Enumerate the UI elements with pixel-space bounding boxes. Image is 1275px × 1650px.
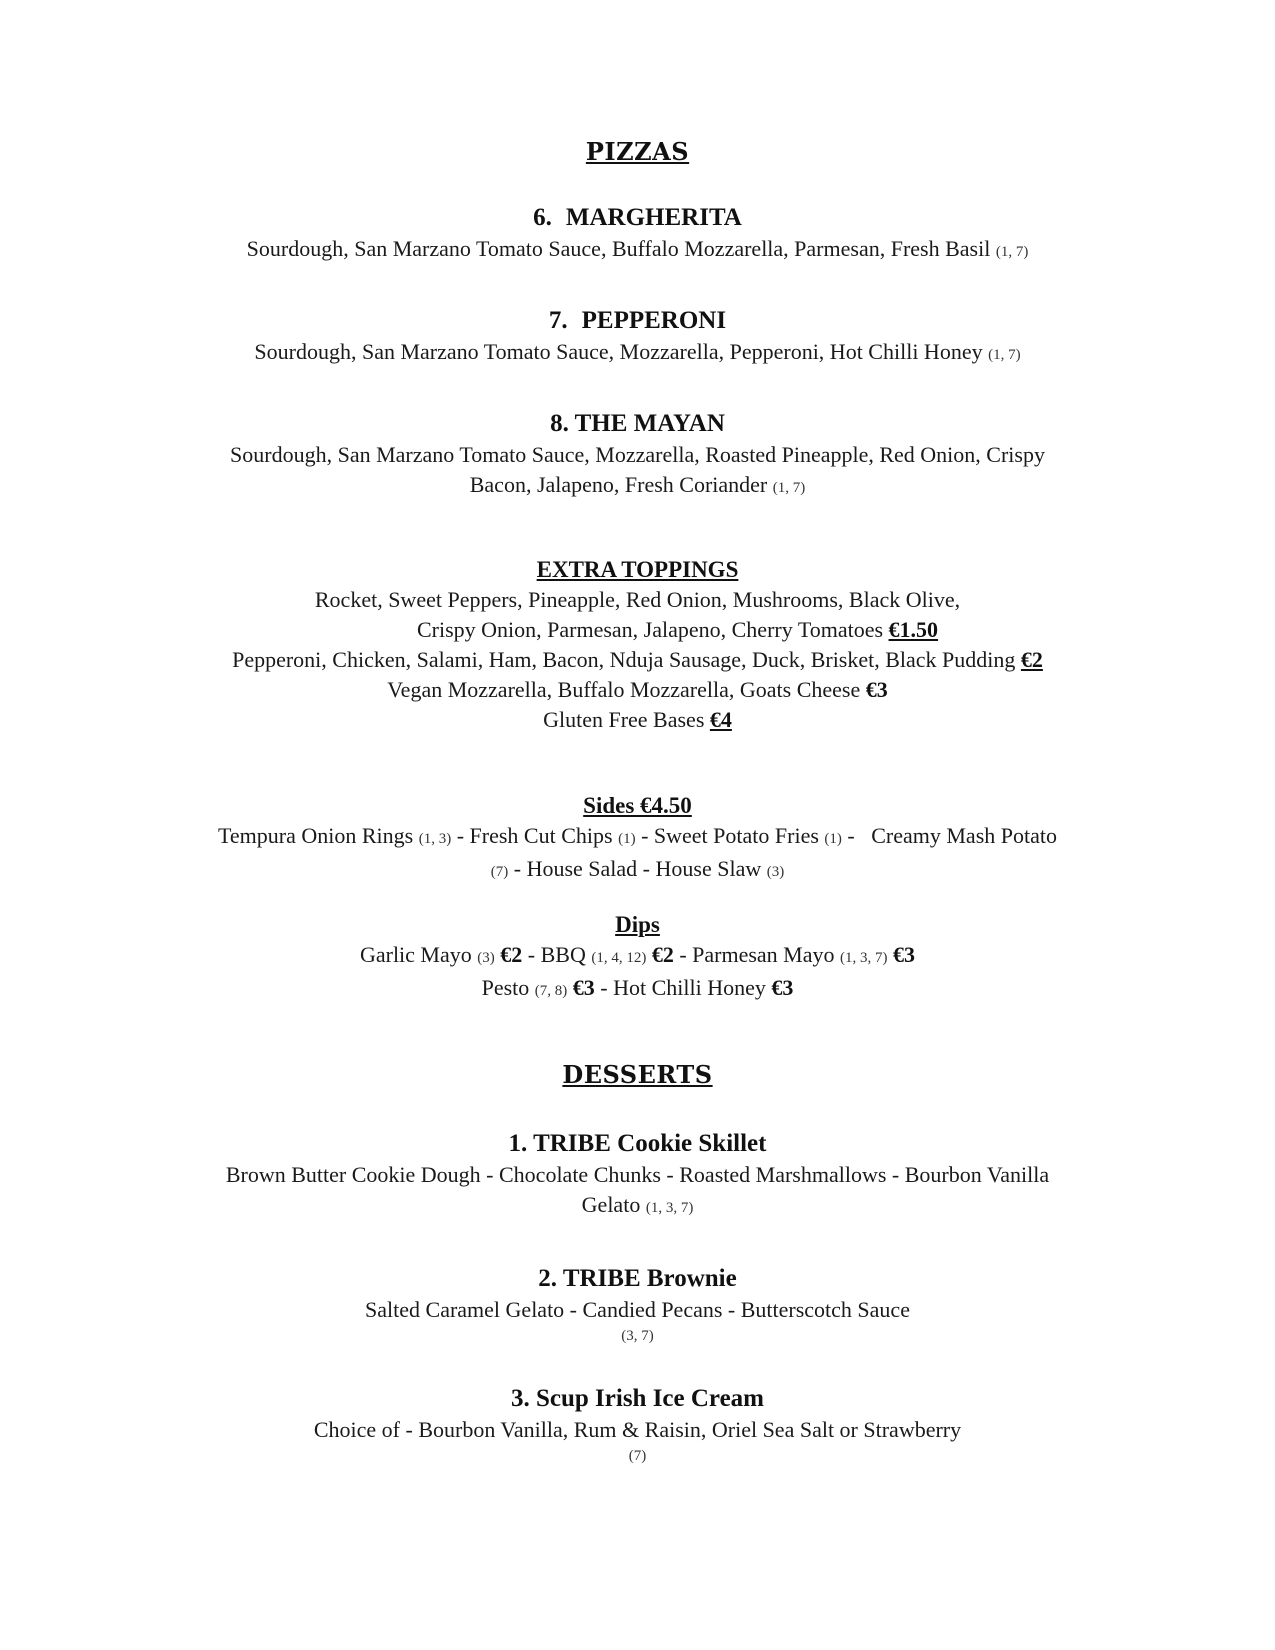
dessert-item-ice-cream xyxy=(0,1383,1275,1467)
allergen-codes: (1) xyxy=(824,831,842,847)
dessert-title: 3. Scup Irish Ice Cream xyxy=(510,1385,764,1412)
toppings-line-1: Rocket, Sweet Peppers, Pineapple, Red Onion, Mushrooms, Black Olive, xyxy=(314,587,961,612)
allergen-codes: (7, 8) xyxy=(534,983,568,999)
pizzas-section-header xyxy=(0,136,1275,168)
allergen-codes: (7) xyxy=(628,1448,647,1464)
allergen-codes: (1, 3) xyxy=(418,831,452,847)
toppings-line-3 xyxy=(0,645,1275,675)
dips-title: Dips xyxy=(615,912,660,937)
pizza-number: 7. xyxy=(548,307,568,334)
toppings-line-2 xyxy=(0,615,1275,645)
dessert-description-line1: Brown Butter Cookie Dough - Chocolate Chunks - Roasted Marshmallows - Bourbon Vanilla xyxy=(225,1162,1050,1187)
side-text: - House Salad - House Slaw xyxy=(513,856,762,881)
allergen-codes: (1, 7) xyxy=(772,480,806,496)
sides-title: Sides €4.50 xyxy=(583,793,692,818)
toppings-text: Gluten Free Bases xyxy=(543,707,705,732)
allergen-codes: (3) xyxy=(766,864,785,880)
toppings-text: Pepperoni, Chicken, Salami, Ham, Bacon, Nduja Sausage, Duck, Brisket, Black Pudding xyxy=(232,647,1016,672)
pizza-item-mayan xyxy=(0,408,1275,503)
dip-text: - Parmesan Mayo xyxy=(679,942,835,967)
price: €2 xyxy=(1020,647,1043,672)
dessert-title: 1. TRIBE Cookie Skillet xyxy=(508,1130,767,1157)
dips-line-2 xyxy=(0,973,1275,1006)
dessert-desc-text: Gelato xyxy=(581,1192,641,1217)
dessert-item-cookie-skillet xyxy=(0,1128,1275,1223)
sides-line-1 xyxy=(0,821,1275,854)
price: €1.50 xyxy=(888,617,939,642)
allergen-codes: (1, 4, 12) xyxy=(591,950,647,966)
dessert-description: Choice of - Bourbon Vanilla, Rum & Raisin, Oriel Sea Salt or Strawberry xyxy=(313,1417,962,1442)
pizza-description xyxy=(0,337,1275,370)
price: €4 xyxy=(709,707,732,732)
side-text: Tempura Onion Rings xyxy=(218,823,414,848)
pizza-title: 8. THE MAYAN xyxy=(550,410,725,437)
pizza-desc-text: Sourdough, San Marzano Tomato Sauce, Buffalo Mozzarella, Parmesan, Fresh Basil xyxy=(246,236,991,261)
side-text: - Creamy Mash Potato xyxy=(847,823,1057,848)
dessert-description: Salted Caramel Gelato - Candied Pecans - Butterscotch Sauce xyxy=(365,1297,910,1322)
dip-text: Pesto xyxy=(481,975,530,1000)
price: €3 xyxy=(771,975,794,1000)
pizza-description-line2 xyxy=(0,470,1275,503)
price: €2 xyxy=(500,942,523,967)
allergen-codes: (1) xyxy=(618,831,636,847)
pizza-item-pepperoni xyxy=(0,305,1275,370)
dessert-description-line2 xyxy=(0,1190,1275,1223)
toppings-text: Vegan Mozzarella, Buffalo Mozzarella, Goats Cheese xyxy=(387,677,861,702)
allergen-codes: (1, 3, 7) xyxy=(840,950,888,966)
pizza-item-margherita xyxy=(0,202,1275,267)
extra-toppings-section xyxy=(0,555,1275,735)
price: €3 xyxy=(865,677,888,702)
price: €3 xyxy=(572,975,595,1000)
dip-text: - BBQ xyxy=(527,942,586,967)
pizza-number: 6. xyxy=(533,204,552,231)
desserts-title: DESSERTS xyxy=(562,1060,713,1089)
dips-line-1 xyxy=(0,940,1275,973)
dessert-item-brownie xyxy=(0,1263,1275,1347)
pizza-desc-text: Sourdough, San Marzano Tomato Sauce, Mozzarella, Pepperoni, Hot Chilli Honey xyxy=(254,339,983,364)
dip-text: Garlic Mayo xyxy=(359,942,472,967)
extra-toppings-title: EXTRA TOPPINGS xyxy=(536,557,739,582)
pizza-name: MARGHERITA xyxy=(565,204,742,231)
sides-line-2 xyxy=(0,854,1275,887)
side-text: - Fresh Cut Chips xyxy=(456,823,613,848)
allergen-codes: (1, 7) xyxy=(988,347,1021,363)
allergen-codes: (7) xyxy=(490,864,509,880)
allergen-codes: (3, 7) xyxy=(621,1328,654,1344)
desserts-section-header xyxy=(0,1059,1275,1091)
pizza-description-line1: Sourdough, San Marzano Tomato Sauce, Mozzarella, Roasted Pineapple, Red Onion, Crispy xyxy=(230,442,1045,467)
pizza-desc-text: Bacon, Jalapeno, Fresh Coriander xyxy=(469,472,768,497)
allergen-codes: (3) xyxy=(477,950,495,966)
dips-section xyxy=(0,910,1275,1006)
price: €3 xyxy=(893,942,916,967)
sides-section xyxy=(0,791,1275,887)
pizza-title xyxy=(0,305,1275,337)
toppings-line-4 xyxy=(0,675,1275,705)
toppings-line-5 xyxy=(0,705,1275,735)
allergen-codes: (1, 3, 7) xyxy=(645,1200,694,1216)
toppings-text: Crispy Onion, Parmesan, Jalapeno, Cherry Tomatoes xyxy=(416,617,884,642)
pizza-name: PEPPERONI xyxy=(581,307,727,334)
pizza-description xyxy=(0,234,1275,267)
pizzas-title: PIZZAS xyxy=(585,137,690,166)
allergen-codes: (1, 7) xyxy=(995,244,1029,260)
pizza-title xyxy=(0,202,1275,234)
dessert-title: 2. TRIBE Brownie xyxy=(538,1265,737,1292)
price: €2 xyxy=(651,942,674,967)
side-text: - Sweet Potato Fries xyxy=(641,823,819,848)
dip-text: - Hot Chilli Honey xyxy=(600,975,766,1000)
